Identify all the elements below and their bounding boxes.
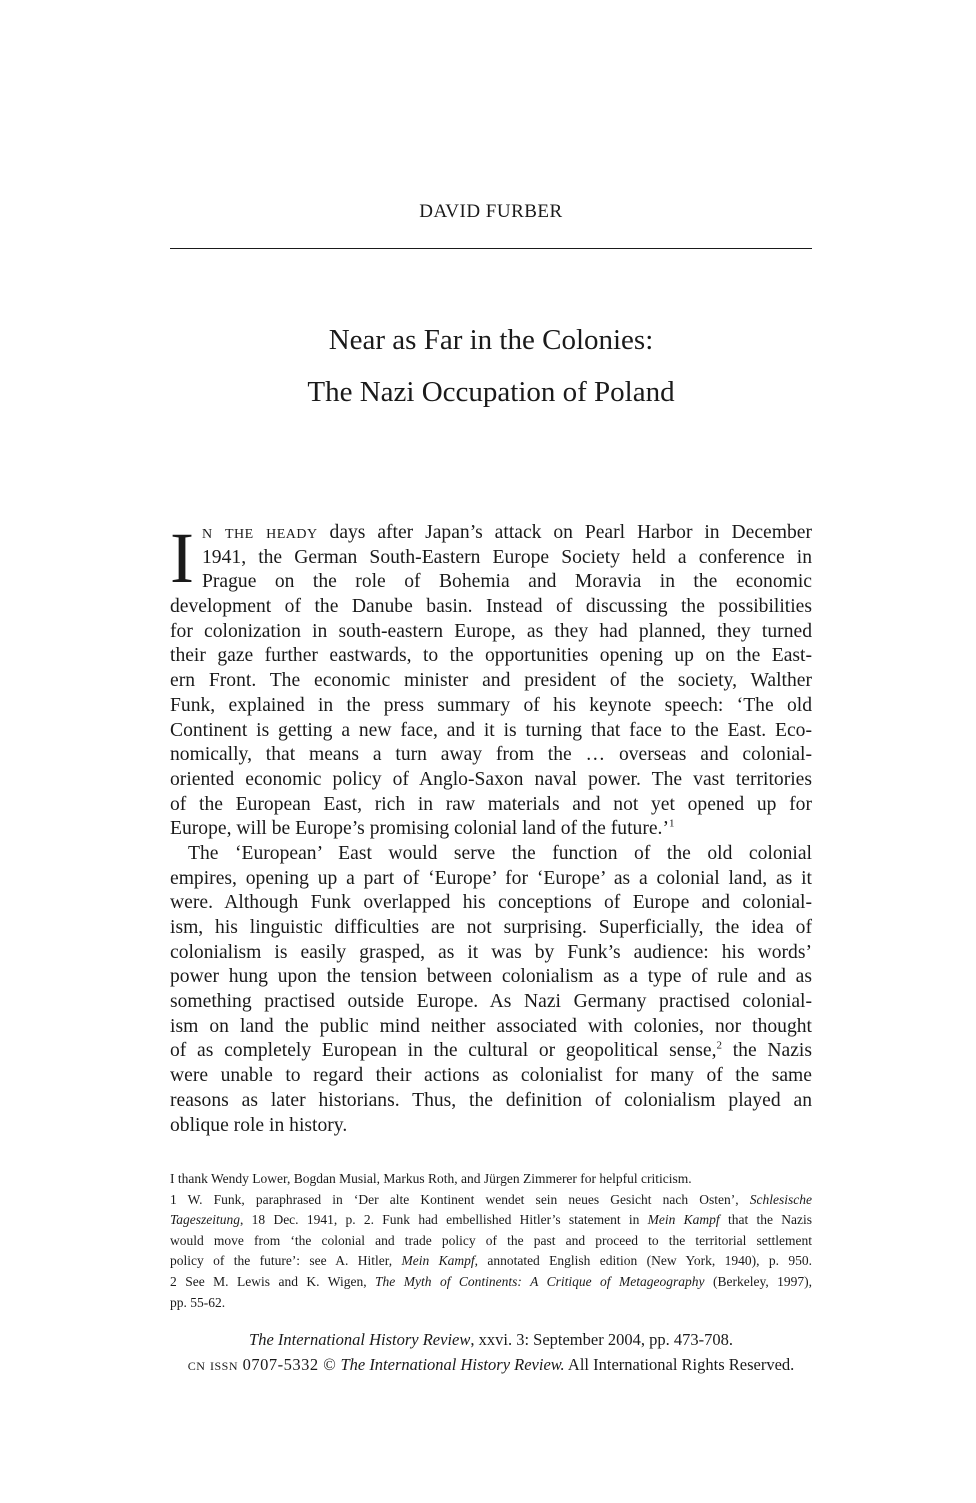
body-line: colonialism is easily grasped, as it was by Funk’s audience: his words’ bbox=[170, 941, 812, 963]
journal-footer bbox=[170, 1327, 812, 1377]
lead-in: n the heady bbox=[202, 522, 318, 543]
body-line: ern Front. The economic minister and president of the society, Walther bbox=[170, 670, 812, 692]
body-line: nomically, that means a turn away from the … overseas and colonial- bbox=[170, 744, 812, 766]
body-line: The ‘European’ East would serve the function of the old colonial bbox=[188, 842, 812, 864]
body-line: Funk, explained in the press summary of his keynote speech: ‘The old bbox=[170, 694, 812, 716]
footnote-ref[interactable]: 2 bbox=[716, 1039, 722, 1052]
footnote-1: 1 W. Funk, paraphrased in ‘Der alte Kontinent wendet sein neues Gesicht nach Osten’, Schlesische bbox=[170, 1191, 813, 1207]
footnote-1-cont: Tageszeitung, 18 Dec. 1941, p. 2. Funk had embellished Hitler’s statement in Mein Kampf that the Nazis bbox=[170, 1212, 812, 1228]
author-name: DAVID FURBER bbox=[419, 201, 563, 222]
drop-cap: I bbox=[170, 518, 194, 598]
acknowledgement-note: I thank Wendy Lower, Bogdan Musial, Markus Roth, and Jürgen Zimmerer for helpful criticism. bbox=[170, 1171, 692, 1186]
body-line: were. Although Funk overlapped his conceptions of Europe and colonial- bbox=[170, 892, 812, 914]
body-line: their gaze further eastwards, to the opportunities opening up on the East- bbox=[170, 645, 812, 667]
body-line: 1941, the German South-Eastern Europe Society held a conference in bbox=[202, 546, 812, 568]
body-line: of as completely European in the cultural or geopolitical sense,$^2$ the Nazis bbox=[170, 1039, 812, 1062]
body-line: power hung upon the tension between colonialism as a type of rule and as bbox=[170, 966, 812, 988]
footnote-2: 2 See M. Lewis and K. Wigen, The Myth of Continents: A Critique of Metageography (Berkeley, 1997), bbox=[170, 1273, 813, 1289]
body-line: ism on land the public mind neither associated with colonies, nor thought bbox=[170, 1015, 812, 1037]
title-line-1: Near as Far in the Colonies: bbox=[328, 324, 654, 356]
body-line: of the European East, rich in raw materials and not yet opened up for bbox=[170, 793, 812, 815]
body-text bbox=[170, 518, 812, 1138]
body-line: Prague on the role of Bohemia and Moravia in the economic bbox=[202, 571, 812, 593]
body-line: n the heady days after Japan’s attack on Pearl Harbor in December bbox=[202, 522, 812, 543]
body-line: something practised outside Europe. As Nazi Germany practised colonial- bbox=[170, 991, 812, 1013]
header-rule bbox=[170, 248, 812, 249]
body-line: development of the Danube basin. Instead of discussing the possibilities bbox=[170, 596, 812, 618]
footnote-2-cont: pp. 55-62. bbox=[170, 1294, 226, 1310]
footnotes bbox=[170, 1169, 812, 1313]
footnote-1-cont: would move from ‘the colonial and trade policy of the past and proceed to the territorial settlement bbox=[170, 1232, 812, 1248]
body-line: reasons as later historians. Thus, the definition of colonialism played an bbox=[170, 1089, 812, 1111]
article-title bbox=[170, 314, 812, 418]
footnote-ref[interactable]: 1 bbox=[668, 817, 675, 830]
title-line-2: The Nazi Occupation of Poland bbox=[307, 376, 675, 408]
body-line: Europe, will be Europe’s promising colonial land of the future.’$^1$ bbox=[170, 817, 675, 840]
rights-line: cn issn 0707-5332 © The International History Review. All International Rights Reserved. bbox=[187, 1355, 795, 1374]
body-line: oriented economic policy of Anglo-Saxon naval power. The vast territories bbox=[170, 768, 812, 790]
body-line: empires, opening up a part of ‘Europe’ for ‘Europe’ as a colonial land, as it bbox=[170, 867, 812, 889]
citation-line: The International History Review, xxvi. 3: September 2004, pp. 473-708. bbox=[249, 1330, 733, 1349]
body-line: ism, his linguistic difficulties are not surprising. Superficially, the idea of bbox=[170, 917, 812, 938]
footnote-1-cont: policy of the future’: see A. Hitler, Mein Kampf, annotated English edition (New York, 1940), p. 950. bbox=[170, 1253, 812, 1269]
body-line: were unable to regard their actions as colonialist for many of the same bbox=[170, 1065, 812, 1087]
body-line: Continent is getting a new face, and it is turning that face to the East. Eco- bbox=[170, 719, 812, 741]
body-line: oblique role in history. bbox=[170, 1114, 348, 1136]
body-line: for colonization in south-eastern Europe, as they had planned, they turned bbox=[170, 620, 812, 642]
